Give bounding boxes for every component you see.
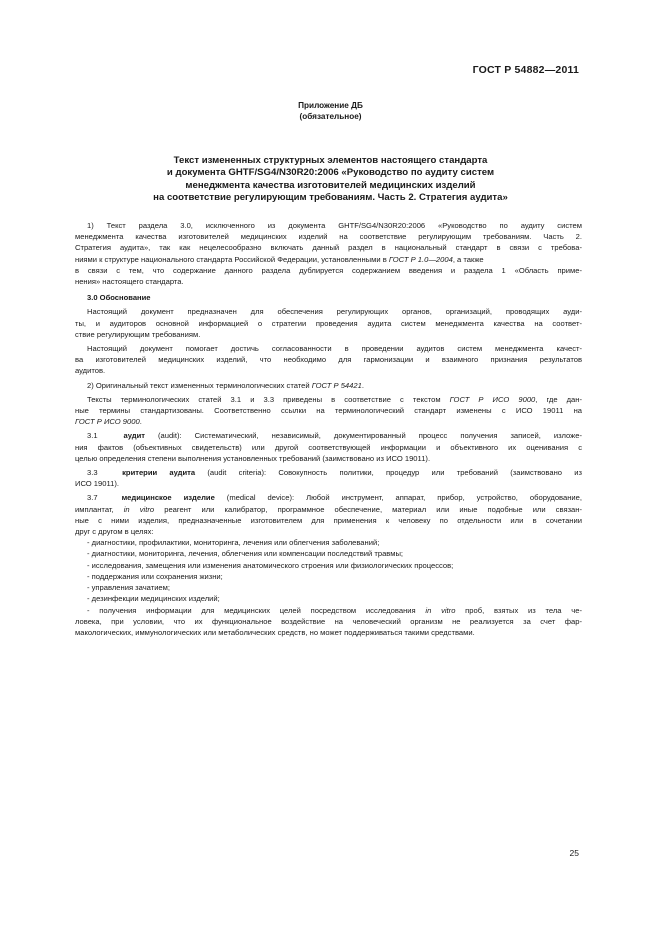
- text-line: Настоящий документ помогает достичь согласованности в проведении аудитов систем менеджмента качест-: [87, 344, 582, 354]
- list-item: - диагностики, мониторинга, лечения, облегчения или компенсации последствий травмы;: [87, 549, 404, 559]
- title-line: Текст измененных структурных элементов настоящего стандарта: [173, 155, 488, 166]
- paragraph-purpose: [75, 306, 582, 340]
- text-line: 1) Текст раздела 3.0, исключенного из документа GHTF/SG4/N30R20:2006 «Руководство по аудиту систем: [87, 221, 582, 230]
- title-line: на соответствие регулирующим требованиям. Часть 2. Стратегия аудита»: [153, 192, 508, 204]
- text-line: ствие регулирующим требованиям.: [75, 329, 201, 339]
- paragraph-terms: [75, 394, 582, 428]
- term-name: аудит: [123, 431, 145, 441]
- text-line: друг с другом в целях:: [75, 527, 154, 537]
- text-line: ные термины стандартизованы. Соответственно ссылки на терминологический стандарт изменены с ИСО 19011 на: [75, 406, 582, 416]
- standard-reference: ГОСТ Р 1.0—2004: [388, 254, 453, 264]
- term-3-3: [75, 467, 582, 489]
- standard-reference: ГОСТ Р ИСО 9000: [449, 394, 536, 404]
- text-line: ва изготовителей медицинских изделий, что необходимо для гармонизации и взаимного признания результатов: [75, 355, 582, 365]
- text-line: аудитов.: [75, 366, 106, 376]
- list-item: - исследования, замещения или изменения анатомического строения или физиологических процессов;: [87, 560, 454, 570]
- standard-reference: ГОСТ Р 54421: [311, 380, 362, 390]
- text-line: целью определения степени выполнения установленных требований (заимствовано из ИСО 19011).: [75, 453, 431, 463]
- text-line: ловека, при условии, что их функциональное воздействие на человеческий организм не реализуется за счет фар-: [75, 616, 582, 626]
- text-line: ИСО 19011).: [75, 479, 119, 489]
- term-3-7: [75, 492, 582, 638]
- paragraph-note-2: [75, 380, 582, 391]
- text-line: ния фактов (объективных свидетельств) или другой соответствующей информации и объективного их оценивания с: [75, 442, 582, 452]
- paragraph-consistency: [75, 343, 582, 377]
- text-line: Стратегия аудита», так как нецелесообразно включать данный раздел в национальный стандарт в связи с требова-: [75, 243, 582, 253]
- text-line: в связи с тем, что содержание данного раздела дублируется содержанием введения и раздела 1 «Область приме-: [75, 265, 582, 275]
- appendix-status: (обязательное): [299, 112, 362, 121]
- list-item: - управления зачатием;: [87, 583, 170, 593]
- text-line: Тексты терминологических статей 3.1 и 3.3 приведены в соответствие с текстом ГОСТ Р ИСО 9000, где дан-: [87, 394, 582, 404]
- term-name: критерии аудита: [122, 468, 196, 478]
- standard-number: ГОСТ Р 54882—2011: [472, 64, 579, 76]
- text-line: 3.7 медицинское изделие (medical device): Любой инструмент, аппарат, прибор, устройство, оборудование,: [87, 493, 582, 503]
- text-line: нения» настоящего стандарта.: [75, 277, 184, 287]
- list-item: - получения информации для медицинских целей посредством исследования in vitro проб, взятых из тела че-: [87, 605, 582, 615]
- text-line: имплантат, in vitro реагент или калибратор, программное обеспечение, материал или иные подобные или связан-: [75, 504, 582, 514]
- term-name: медицинское изделие: [121, 493, 215, 503]
- appendix-label: Приложение ДБ: [298, 101, 363, 110]
- list-item: - диагностики, профилактики, мониторинга, лечения или облегчения заболеваний;: [87, 538, 380, 548]
- appendix-heading: [0, 100, 661, 122]
- text-line: 3.3 критерии аудита (audit criteria): Совокупность политики, процедур или требований (заимствовано из: [87, 468, 582, 478]
- title-line: и документа GHTF/SG4/N30R20:2006 «Руководство по аудиту систем: [166, 167, 495, 179]
- appendix-title: [60, 155, 601, 205]
- text-line: менеджмента качества изготовителей медицинских изделий на соответствие регулирующим требованиям. Часть 2.: [75, 232, 582, 242]
- text-line: макологических, иммунологических или метаболических средств, но может поддерживаться такими средствами.: [75, 627, 475, 637]
- text-line: 2) Оригинальный текст измененных терминологических статей ГОСТ Р 54421.: [87, 380, 364, 390]
- text-line: ты, и аудиторов основной информацией о стратегии проведения аудита систем менеджмента качества на соответ-: [75, 318, 582, 328]
- section-heading-3-0: 3.0 Обоснование: [87, 293, 151, 303]
- page-number: 25: [569, 848, 579, 858]
- text-line: ниями к структуре национального стандарта Российской Федерации, установленными в ГОСТ Р 1.0—2004, а также: [75, 254, 484, 264]
- title-line: менеджмента качества изготовителей медицинских изделий: [185, 179, 476, 191]
- standard-reference: ГОСТ Р ИСО 9000: [75, 417, 140, 427]
- paragraph-note-1: [75, 220, 582, 287]
- list-item: - дезинфекции медицинских изделий;: [87, 594, 220, 604]
- term-3-1: [75, 430, 582, 464]
- text-line: 3.1 аудит (audit): Систематический, независимый, документированный процесс получения записей, изложе-: [87, 431, 582, 441]
- list-item: - поддержания или сохранения жизни;: [87, 571, 223, 581]
- document-body: [75, 220, 582, 638]
- text-line: ные с ними изделия, предназначенные изготовителем для применения к человеку по отдельности или в сочетании: [75, 515, 582, 525]
- text-line: ГОСТ Р ИСО 9000.: [75, 417, 142, 427]
- text-line: Настоящий документ предназначен для обеспечения регулирующих органов, организаций, проводящих ауди-: [87, 307, 582, 317]
